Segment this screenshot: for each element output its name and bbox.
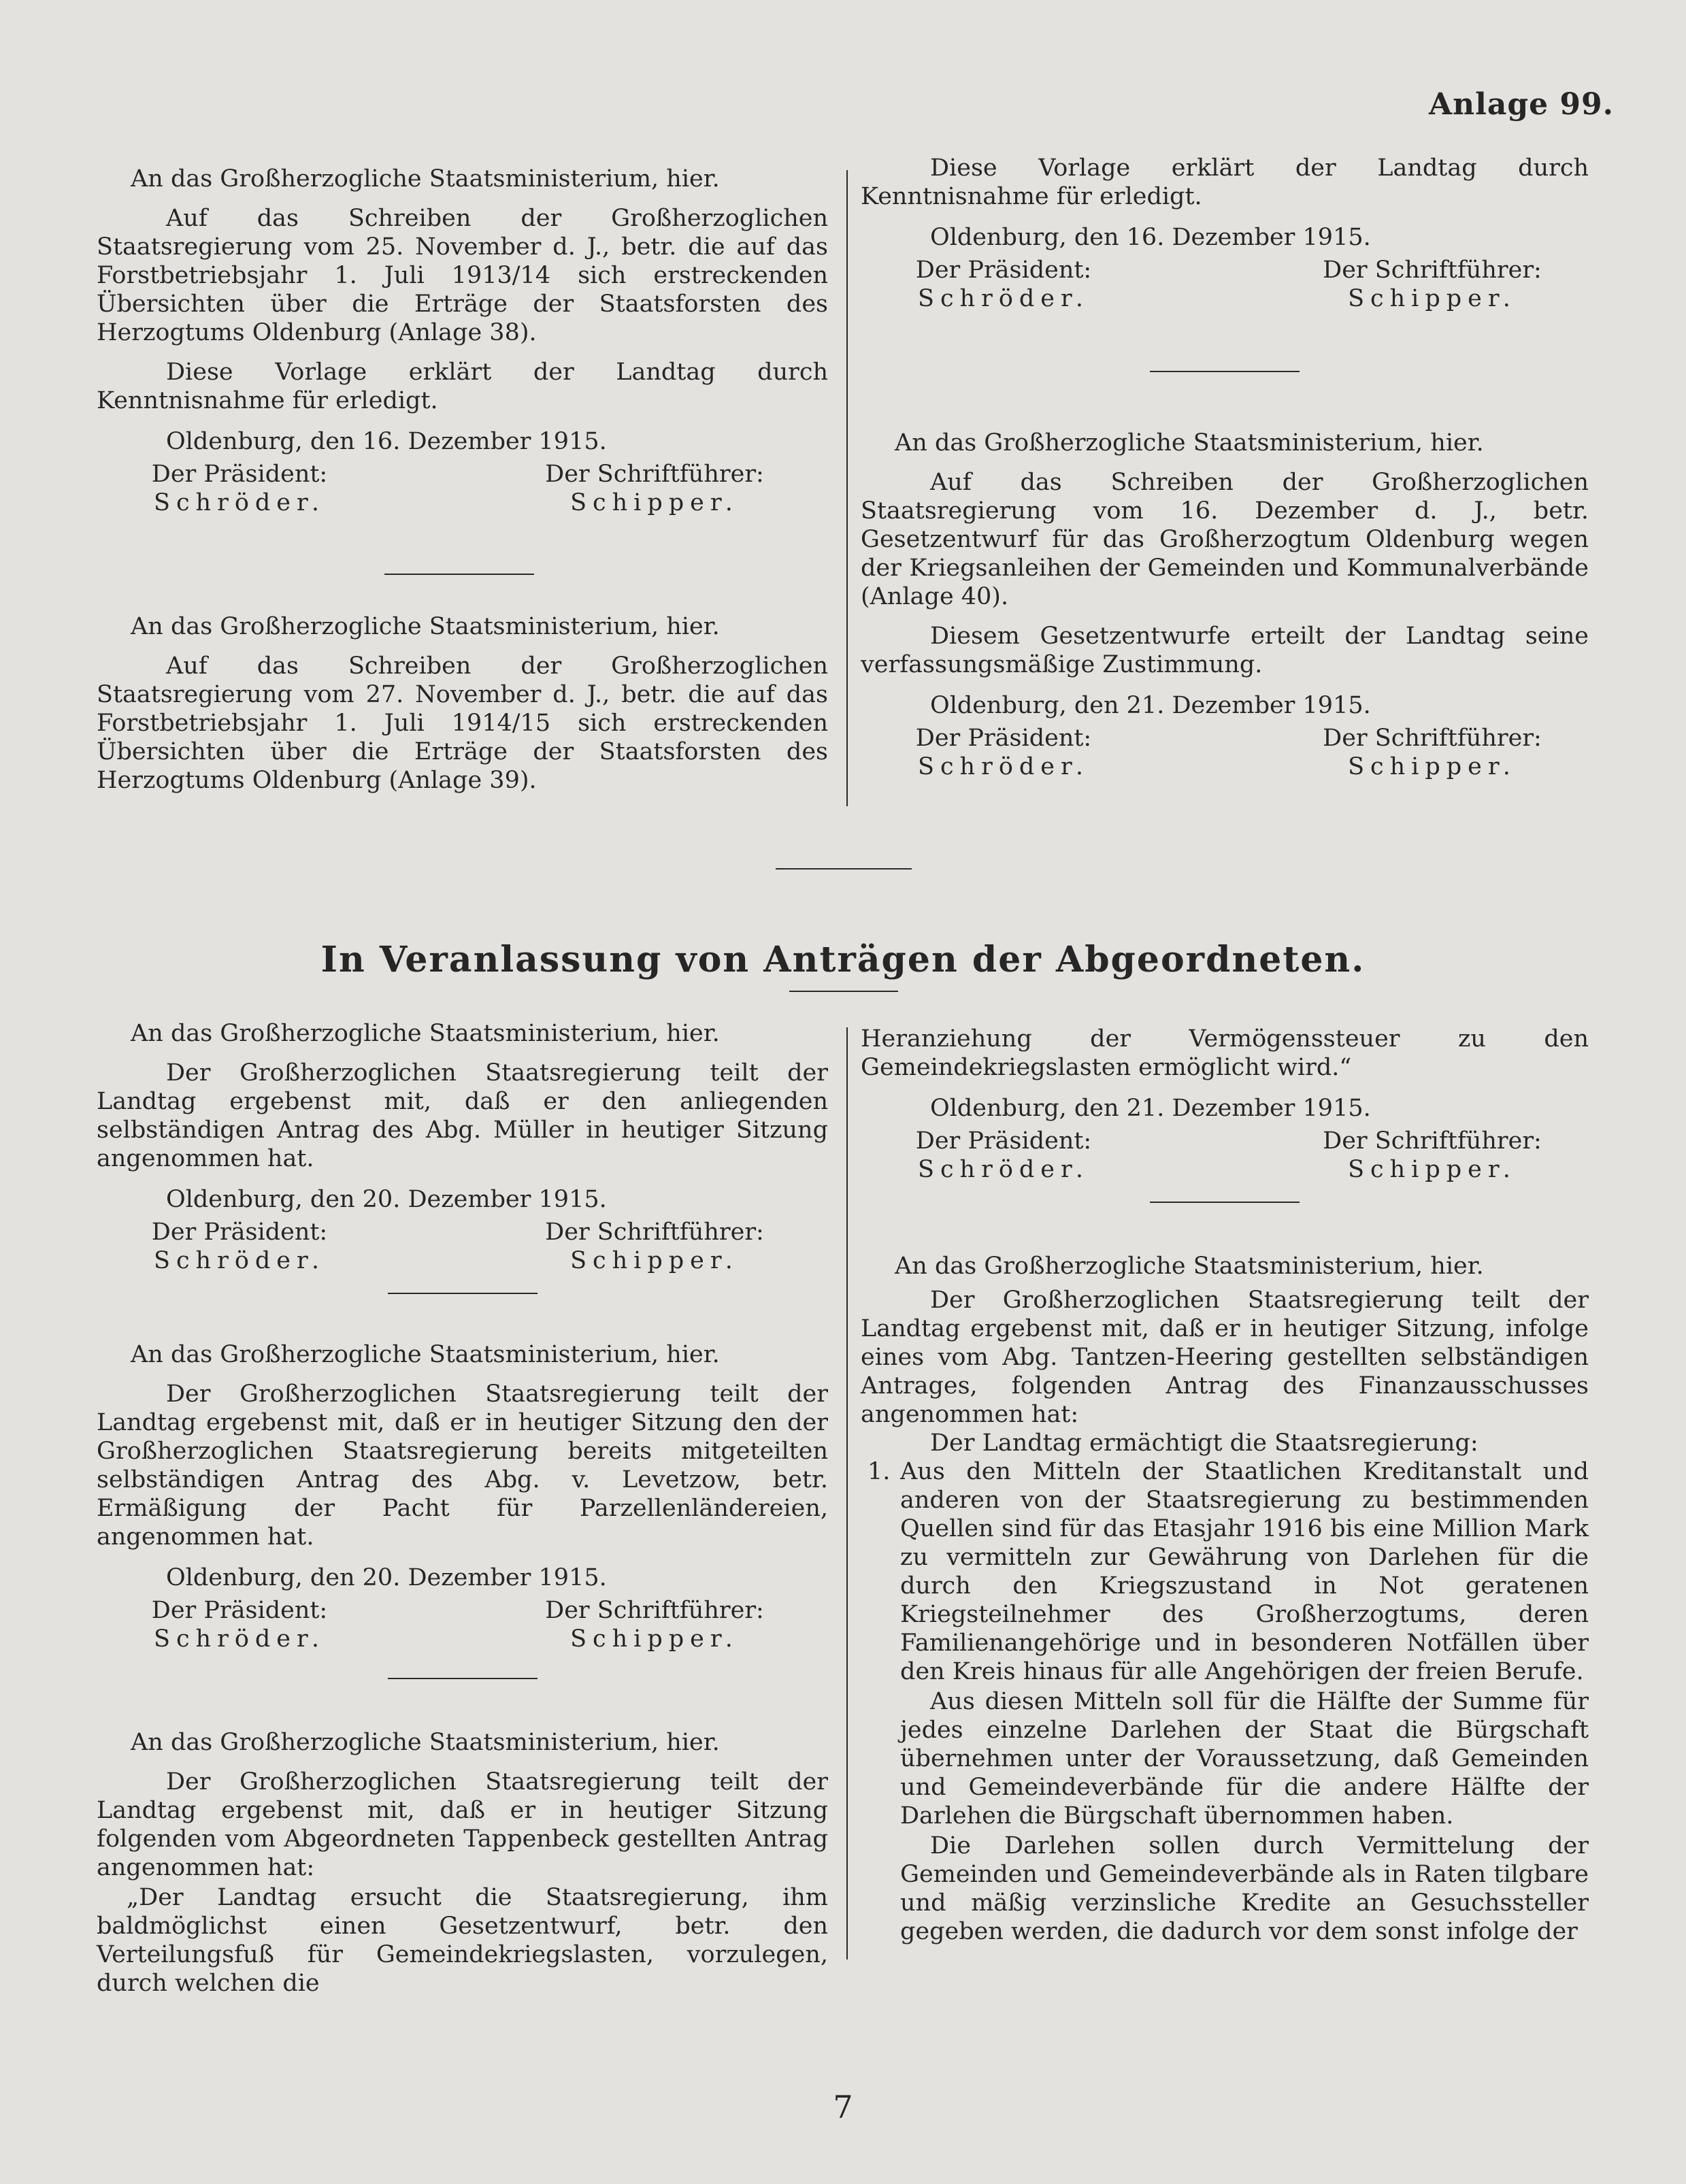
letter-body: Diese Vorlage erklärt der Landtag durch Kenntnisnahme für erledigt. <box>97 359 828 414</box>
heading-rule <box>789 991 898 992</box>
president-signature <box>902 1127 1106 1184</box>
signature-label: Der Schriftführer: <box>1323 257 1542 284</box>
secretary-signature <box>518 1596 791 1653</box>
letter-body: Auf das Schreiben der Großherzoglichen Staatsregierung vom 25. November d. J., betr. die auf das Forstbetriebsjahr 1. Juli 1913/14 sich erstreckenden Übersichten über die Erträge der Staatsforsten des Herzogtums Oldenburg (Anlage 38). <box>97 205 828 346</box>
letter-antrag-finanzausschuss <box>861 1252 1589 1946</box>
letter-address: An das Großherzogliche Staatsministerium, hier. <box>895 429 1484 457</box>
signature-name: Schipper. <box>570 1247 739 1274</box>
letter-body: Der Großherzoglichen Staatsregierung teilt der Landtag ergebenst mit, daß er in heutiger Sitzung folgenden vom Abgeordneten Tappenbeck gestellten Antrag angenommen hat: <box>97 1768 828 1881</box>
place-date: Oldenburg, den 20. Dezember 1915. <box>166 1186 607 1213</box>
item-number: 1. <box>867 1458 891 1485</box>
signature-name: Schröder. <box>153 1247 326 1274</box>
place-date: Oldenburg, den 16. Dezember 1915. <box>930 224 1371 251</box>
secretary-signature <box>518 460 791 517</box>
place-date: Oldenburg, den 20. Dezember 1915. <box>166 1564 607 1591</box>
signature-block <box>861 256 1589 317</box>
item-paragraph: Aus diesen Mitteln soll für die Hälfte der Summe für jedes einzelne Darlehen der Staat die Bürgschaft übernehmen unter der Voraussetzung, daß Gemeinden und Gemeindeverbände für die andere Hälfte der Darlehen die Bürgschaft übernommen haben. <box>900 1688 1589 1830</box>
letter-antrag-levetzow <box>97 1340 828 1657</box>
page-number: 7 <box>833 2089 853 2125</box>
letter-address: An das Großherzogliche Staatsministerium, hier. <box>131 1729 720 1756</box>
motion-quote: Heranziehung der Vermögenssteuer zu den Gemeindekriegslasten ermöglicht wird.“ <box>861 1025 1589 1081</box>
item-paragraph: Die Darlehen sollen durch Vermittelung der Gemeinden und Gemeindeverbände als in Raten tilgbare und mäßig verzinsliche Kredite an Gesuchssteller gegeben werden, die dadurch vor dem sonst infolge der <box>900 1832 1589 1945</box>
signature-label: Der Präsident: <box>151 1219 328 1246</box>
column-divider <box>846 1027 848 1959</box>
letter-body: Der Großherzoglichen Staatsregierung teilt der Landtag ergebenst mit, daß er in heutiger Sitzung, infolge eines vom Abg. Tantzen-Heering gestellten selbständigen Antrages, folgenden Antrag des Finanzausschusses angenommen hat: <box>861 1287 1589 1428</box>
president-signature <box>137 460 342 517</box>
letter-address: An das Großherzogliche Staatsministerium, hier. <box>131 165 720 193</box>
signature-block <box>861 724 1589 785</box>
section-rule <box>388 1293 538 1294</box>
signature-name: Schröder. <box>917 1156 1090 1183</box>
letter-body: Auf das Schreiben der Großherzoglichen Staatsregierung vom 27. November d. J., betr. die auf das Forstbetriebsjahr 1. Juli 1914/15 sich erstreckenden Übersichten über die Erträge der Staatsforsten des Herzogtums Oldenburg (Anlage 39). <box>97 652 828 794</box>
place-date: Oldenburg, den 21. Dezember 1915. <box>930 692 1371 719</box>
secretary-signature <box>518 1218 791 1275</box>
section-rule <box>776 868 912 870</box>
signature-block <box>97 1218 828 1279</box>
item-text: Aus den Mitteln der Staatlichen Kreditanstalt und anderen von der Staatsregierung zu bestimmenden Quellen sind für das Etasjahr 1916 bis eine Million Mark zu vermitteln zur Gewährung von Darlehen für die durch den Kriegszustand in Not geratenen Kriegsteilnehmer des Großherzogtums, deren Familienangehörige und in besonderen Notfällen über den Kreis hinaus für alle Angehörigen der freien Berufe. <box>900 1458 1589 1685</box>
signature-name: Schröder. <box>917 285 1090 312</box>
motion-intro: Der Landtag ermächtigt die Staatsregierung: <box>930 1429 1478 1457</box>
signature-label: Der Präsident: <box>915 1127 1092 1155</box>
section-heading: In Veranlassung von Anträgen der Abgeordneten. <box>320 939 1366 980</box>
letter-address: An das Großherzogliche Staatsministerium, hier. <box>131 1020 720 1047</box>
signature-name: Schipper. <box>1348 285 1517 312</box>
signature-name: Schröder. <box>153 1625 326 1653</box>
letter-antrag-tappenbeck <box>97 1728 828 1998</box>
president-signature <box>137 1596 342 1653</box>
letter-body: Diese Vorlage erklärt der Landtag durch Kenntnisnahme für erledigt. <box>861 154 1589 210</box>
secretary-signature <box>1296 1127 1568 1184</box>
secretary-signature <box>1296 256 1568 313</box>
letter-address: An das Großherzogliche Staatsministerium, hier. <box>131 1341 720 1368</box>
signature-name: Schipper. <box>1348 1156 1517 1183</box>
president-signature <box>137 1218 342 1275</box>
letter-forst-1914 <box>97 612 828 795</box>
motion-item-1 <box>861 1457 1589 1686</box>
section-rule <box>1150 1202 1300 1203</box>
letter-body: Der Großherzoglichen Staatsregierung teilt der Landtag ergebenst mit, daß er in heutiger Sitzung den der Großherzoglichen Staatsregierung bereits mitgeteilten selbständigen Antrag des Abg. v. Levetzow, betr. Ermäßigung der Pacht für Parzellenländereien, angenommen hat. <box>97 1380 828 1551</box>
signature-label: Der Präsident: <box>915 257 1092 284</box>
column-divider <box>846 170 848 806</box>
letter-forst-1914-continued <box>861 154 1589 317</box>
signature-label: Der Schriftführer: <box>545 461 764 488</box>
signature-name: Schipper. <box>570 489 739 516</box>
letter-forst-1913 <box>97 165 828 521</box>
anlage-number: Anlage 99. <box>1429 87 1614 122</box>
signature-block <box>861 1127 1589 1188</box>
signature-block <box>97 460 828 521</box>
letter-body: Diesem Gesetzentwurfe erteilt der Landtag seine verfassungsmäßige Zustimmung. <box>861 623 1589 678</box>
letter-antrag-mueller <box>97 1019 828 1279</box>
motion-quote: „Der Landtag ersucht die Staatsregierung, ihm baldmöglichst einen Gesetzentwurf, betr. den Verteilungsfuß für Gemeindekriegslasten, vorzulegen, durch welchen die <box>97 1884 828 1997</box>
signature-name: Schröder. <box>917 753 1090 780</box>
president-signature <box>902 724 1106 781</box>
signature-label: Der Schriftführer: <box>1323 725 1542 752</box>
secretary-signature <box>1296 724 1568 781</box>
letter-body: Auf das Schreiben der Großherzoglichen Staatsregierung vom 16. Dezember d. J., betr. Gesetzentwurf für das Großherzogtum Oldenburg wegen der Kriegsanleihen der Gemeinden und Kommunalverbände (Anlage 40). <box>861 469 1589 610</box>
signature-name: Schröder. <box>153 489 326 516</box>
signature-label: Der Schriftführer: <box>545 1219 764 1246</box>
signature-label: Der Präsident: <box>915 725 1092 752</box>
section-rule <box>388 1678 538 1679</box>
signature-name: Schipper. <box>570 1625 739 1653</box>
place-date: Oldenburg, den 16. Dezember 1915. <box>166 428 607 455</box>
letter-kriegsanleihen <box>861 429 1589 785</box>
section-rule <box>1150 371 1300 372</box>
letter-address: An das Großherzogliche Staatsministerium, hier. <box>131 613 720 640</box>
signature-label: Der Schriftführer: <box>1323 1127 1542 1155</box>
signature-name: Schipper. <box>1348 753 1517 780</box>
signature-label: Der Schriftführer: <box>545 1597 764 1624</box>
section-rule <box>384 574 534 575</box>
letter-antrag-tappenbeck-continued <box>861 1025 1589 1188</box>
signature-block <box>97 1596 828 1657</box>
signature-label: Der Präsident: <box>151 1597 328 1624</box>
signature-label: Der Präsident: <box>151 461 328 488</box>
place-date: Oldenburg, den 21. Dezember 1915. <box>930 1095 1371 1122</box>
letter-address: An das Großherzogliche Staatsministerium, hier. <box>895 1253 1484 1280</box>
president-signature <box>902 256 1106 313</box>
letter-body: Der Großherzoglichen Staatsregierung teilt der Landtag ergebenst mit, daß er den anliegenden selbständigen Antrag des Abg. Müller in heutiger Sitzung angenommen hat. <box>97 1059 828 1172</box>
